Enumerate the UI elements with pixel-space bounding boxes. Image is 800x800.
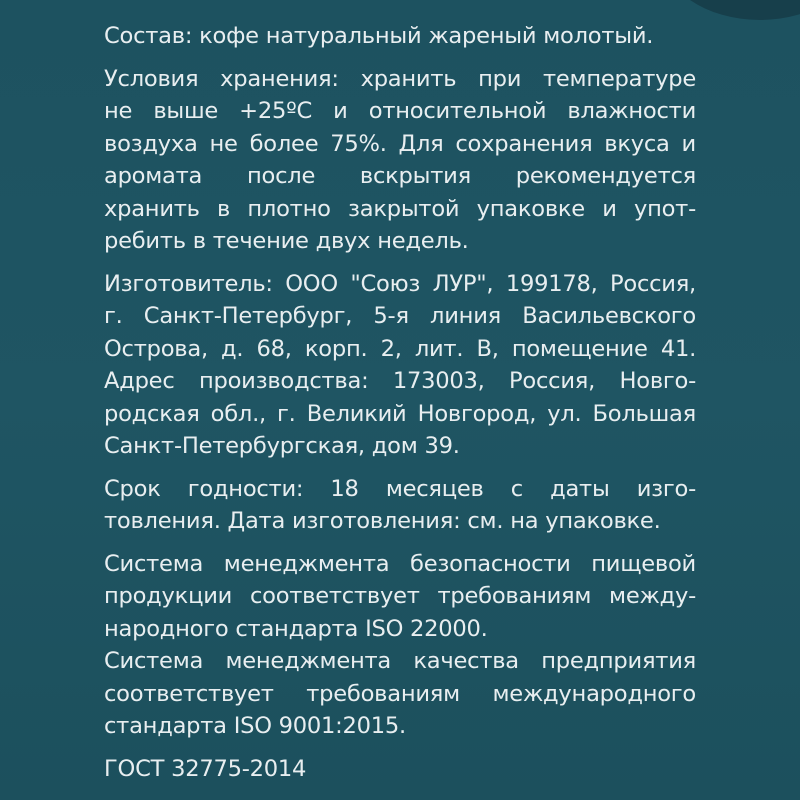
manufacturer-line: родская обл., г. Великий Новгород, ул. Большая (104, 400, 696, 427)
manufacturer-line: г. Санкт-Петербург, 5-я линия Васильевского (104, 303, 696, 329)
storage-line: ребить в течение двух недель. (104, 228, 469, 254)
certification-line: народного стандарта ISO 22000. (104, 615, 488, 642)
storage-conditions-text (104, 63, 696, 258)
composition-line: Состав: кофе натуральный жареный молотый. (104, 23, 654, 49)
decorative-corner-arc (660, 0, 800, 20)
shelf-life-line: Срок годности: 18 месяцев с даты изго- (104, 475, 696, 502)
certification-line: продукции соответствует требованиям между- (104, 583, 696, 609)
storage-line: хранить в плотно закрытой упаковке и упот- (104, 195, 696, 222)
manufacturer-line: Адрес производства: 173003, Россия, Новго- (104, 368, 696, 394)
gost-line: ГОСТ 32775-2014 (104, 755, 307, 782)
storage-line: аромата после вскрытия рекомендуется (104, 163, 696, 189)
certification-text (104, 548, 696, 743)
certification-line: Система менеджмента безопасности пищевой (104, 550, 696, 577)
manufacturer-line: Изготовитель: ООО "Союз ЛУР", 199178, Россия, (104, 270, 696, 297)
composition-text (104, 20, 696, 53)
shelf-life-text (104, 473, 696, 538)
certification-line: Система менеджмента качества предприятия (104, 648, 696, 674)
certification-line: стандарта ISO 9001:2015. (104, 713, 406, 739)
manufacturer-line: Острова, д. 68, корп. 2, лит. В, помещение 41. (104, 335, 696, 362)
manufacturer-text (104, 268, 696, 463)
gost-text (104, 753, 696, 786)
storage-line: воздуха не более 75%. Для сохранения вкуса и (104, 130, 696, 157)
certification-line: соответствует требованиям международного (104, 680, 696, 707)
shelf-life-line: товления. Дата изготовления: см. на упаковке. (104, 508, 661, 534)
storage-line: не выше +25ºС и относительной влажности (104, 98, 696, 124)
storage-line: Условия хранения: хранить при температуре (104, 65, 696, 92)
manufacturer-line: Санкт-Петербургская, дом 39. (104, 433, 460, 459)
